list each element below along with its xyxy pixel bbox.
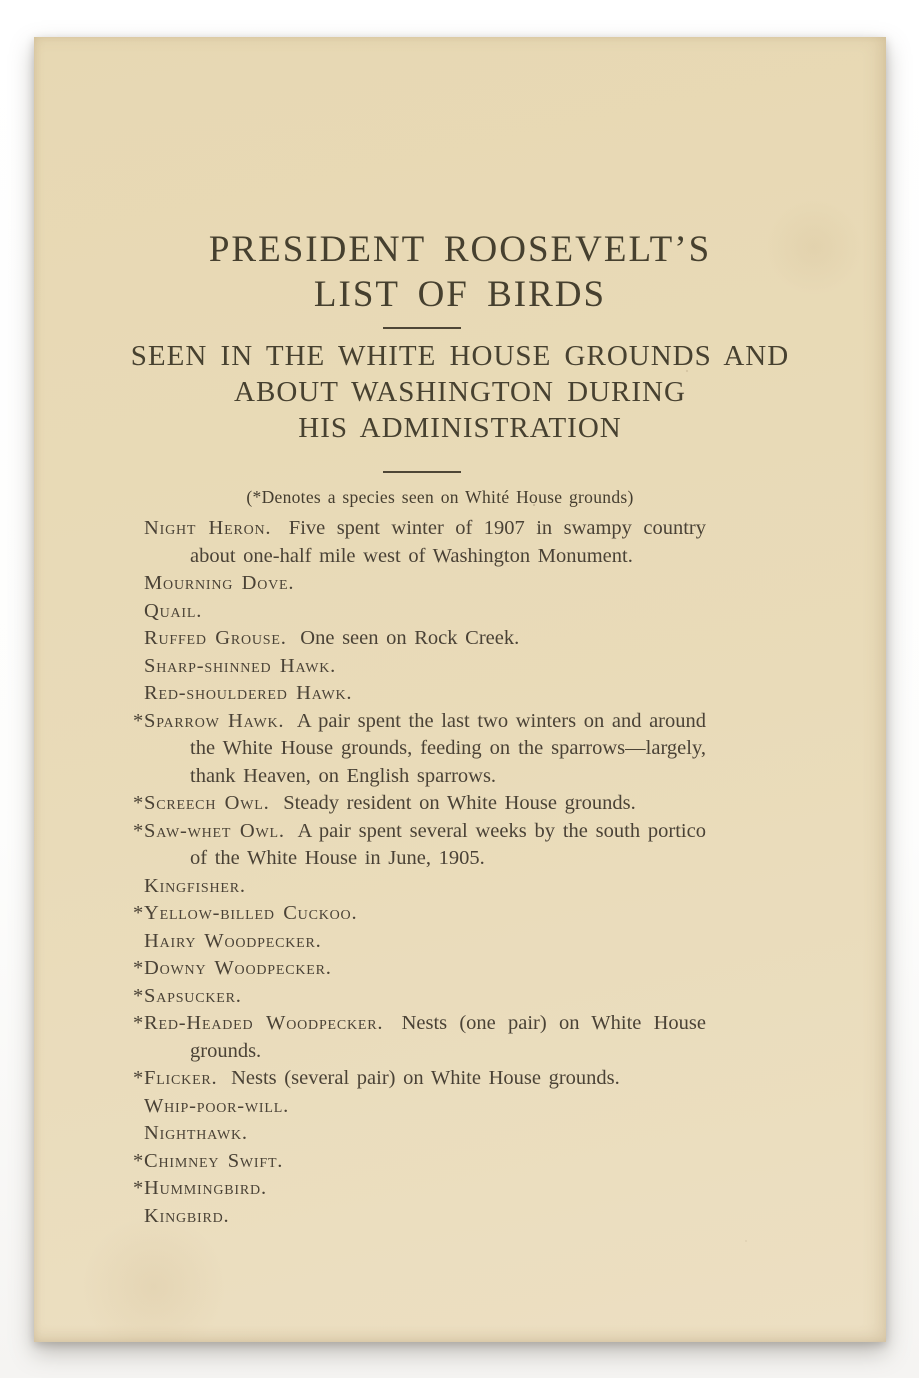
star-marker: * (133, 1067, 144, 1089)
bird-name: Whip-poor-will. (144, 1094, 290, 1117)
bird-entry (134, 818, 706, 873)
bird-entry (134, 515, 706, 570)
bird-entry (134, 625, 706, 653)
bird-name: Quail. (144, 599, 203, 622)
bird-name: Screech Owl. (144, 792, 270, 814)
star-marker: * (133, 792, 144, 814)
star-marker: * (133, 1177, 144, 1199)
bird-name: Hummingbird. (144, 1177, 267, 1199)
bird-description: One seen on Rock Creek. (300, 627, 520, 649)
bird-name: Flicker. (144, 1067, 218, 1089)
bird-name: Ruffed Grouse. (144, 627, 287, 649)
divider-rule-top (383, 327, 461, 329)
bird-entry (134, 653, 706, 681)
bird-name: Mourning Dove. (144, 572, 295, 594)
star-marker: * (133, 709, 144, 732)
bird-name: Chimney Swift. (144, 1149, 284, 1172)
subtitle-line-2: ABOUT WASHINGTON DURING (234, 376, 686, 408)
bird-entry (134, 983, 706, 1011)
bird-entry (134, 1148, 706, 1176)
bird-name: Sapsucker. (144, 984, 242, 1007)
page-title-line-2: LIST OF BIRDS (313, 274, 607, 315)
bird-description: A pair spent several weeks by the south portico of the White House in June, 1905. (190, 819, 706, 869)
bird-name: Nighthawk. (144, 1122, 248, 1144)
document-page (34, 37, 886, 1342)
bird-name: Kingfisher. (144, 874, 246, 897)
bird-description: A pair spent the last two winters on and around the White House grounds, feeding on the sparrows—largely, thank Heaven, on English sparrows. (190, 709, 707, 787)
bird-name: Red-Headed Woodpecker. (144, 1012, 384, 1034)
bird-entry (134, 1010, 706, 1065)
divider-rule-bottom (383, 471, 461, 473)
bird-entry (134, 1175, 706, 1203)
bird-name: Kingbird. (144, 1204, 230, 1227)
bird-name: Hairy Woodpecker. (144, 929, 322, 952)
title-block (34, 227, 886, 317)
page-title-line-1: PRESIDENT ROOSEVELT’S (208, 229, 712, 270)
bird-name: Red-shouldered Hawk. (144, 682, 353, 704)
bird-entry (134, 680, 706, 708)
bird-entry (134, 790, 706, 818)
bird-entry (134, 598, 706, 626)
bird-entry (134, 900, 706, 928)
bird-description: Five spent winter of 1907 in swampy country about one-half mile west of Washington Monument. (190, 517, 707, 567)
bird-entry (134, 928, 706, 956)
bird-name: Downy Woodpecker. (144, 957, 332, 979)
star-marker: * (133, 902, 144, 924)
bird-entry (134, 955, 706, 983)
bird-name: Sharp-shinned Hawk. (144, 654, 337, 677)
star-marker: * (133, 1012, 144, 1034)
bird-name: Night Heron. (144, 517, 272, 539)
bird-entry (134, 1093, 706, 1121)
bird-name: Saw-whet Owl. (144, 819, 285, 842)
star-marker: * (133, 957, 144, 979)
bird-entry (134, 1203, 706, 1231)
bird-name: Yellow-billed Cuckoo. (144, 902, 358, 924)
star-marker: * (133, 1149, 144, 1172)
bird-entry (134, 570, 706, 598)
subtitle-block (34, 338, 886, 446)
bird-entry (134, 873, 706, 901)
bird-description: Steady resident on White House grounds. (283, 792, 636, 814)
bird-description: Nests (several pair) on White House grounds. (231, 1067, 620, 1089)
bird-name: Sparrow Hawk. (144, 709, 285, 732)
bird-entry (134, 708, 706, 791)
subtitle-line-3: HIS ADMINISTRATION (298, 412, 622, 444)
bird-entry (134, 1065, 706, 1093)
bird-list (134, 515, 706, 1230)
star-marker: * (133, 984, 144, 1007)
footnote-legend: (*Denotes a species seen on Whité House grounds) (246, 487, 634, 507)
subtitle-line-1: SEEN IN THE WHITE HOUSE GROUNDS AND (130, 340, 790, 372)
bird-description: Nests (one pair) on White House grounds. (190, 1012, 706, 1062)
star-marker: * (133, 819, 144, 842)
bird-entry (134, 1120, 706, 1148)
